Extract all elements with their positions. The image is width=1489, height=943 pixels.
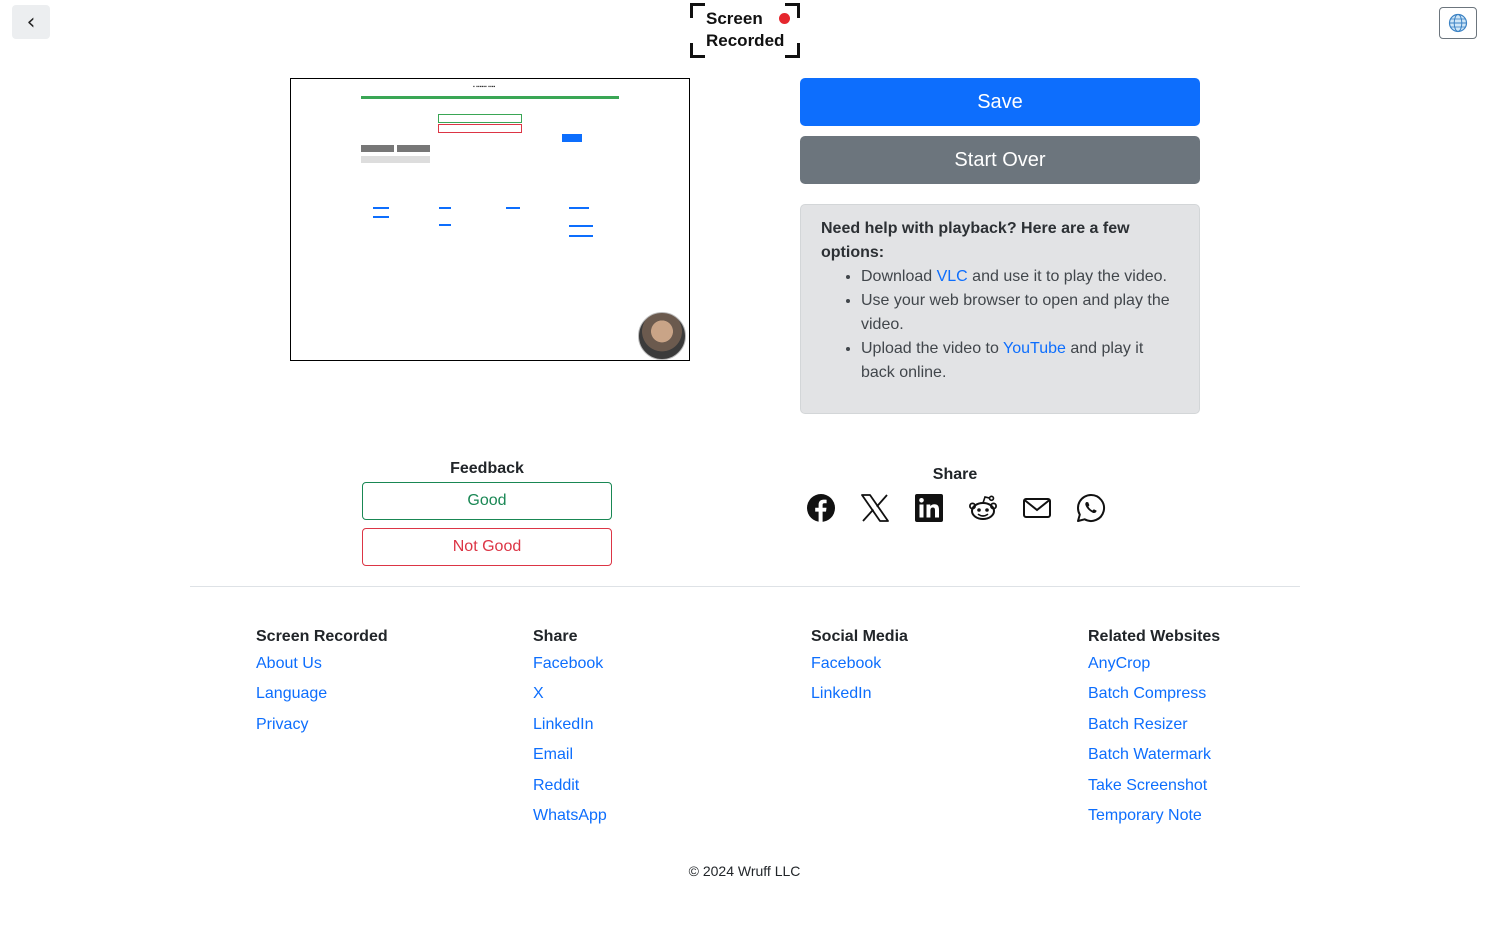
footer-column-social-media bbox=[811, 627, 908, 715]
logo bbox=[690, 3, 800, 58]
record-dot-icon bbox=[779, 13, 790, 24]
footer-link-social-facebook[interactable]: Facebook bbox=[811, 655, 882, 672]
good-feedback-button[interactable]: Good bbox=[362, 482, 612, 520]
email-share-link[interactable] bbox=[1021, 492, 1053, 524]
preview-save-box bbox=[562, 134, 582, 142]
preview-grey-block bbox=[361, 156, 430, 163]
globe-icon bbox=[1448, 13, 1468, 33]
footer-link-batch-watermark[interactable]: Batch Watermark bbox=[1088, 746, 1211, 764]
preview-link-mark bbox=[373, 216, 389, 218]
footer-link-social-linkedin[interactable]: LinkedIn bbox=[811, 685, 872, 703]
footer-link-share-email[interactable]: Email bbox=[533, 746, 574, 764]
reddit-icon bbox=[967, 492, 999, 524]
copyright: © 2024 Wruff LLC bbox=[688, 863, 801, 879]
preview-link-mark bbox=[569, 225, 593, 227]
footer-link-share-linkedin[interactable]: LinkedIn bbox=[533, 715, 594, 733]
preview-bad-box bbox=[438, 124, 522, 133]
preview-grey-block bbox=[397, 145, 430, 152]
feedback-title: Feedback bbox=[450, 460, 524, 477]
start-over-button[interactable]: Start Over bbox=[800, 136, 1200, 184]
footer-heading: Screen Recorded bbox=[256, 628, 388, 645]
footer-link-share-reddit[interactable]: Reddit bbox=[533, 776, 580, 794]
help-item-vlc: • Download VLC and use it to play the video. bbox=[861, 265, 1179, 289]
footer-link-share-x[interactable]: X bbox=[533, 685, 544, 703]
footer-link-about-us[interactable]: About Us bbox=[256, 655, 322, 672]
preview-grey-block bbox=[361, 145, 394, 152]
preview-good-box bbox=[438, 114, 522, 123]
not-good-feedback-button[interactable]: Not Good bbox=[362, 528, 612, 566]
footer-link-temporary-note[interactable]: Temporary Note bbox=[1088, 806, 1202, 824]
back-button[interactable]: ‹ bbox=[12, 5, 50, 39]
webcam-avatar bbox=[638, 312, 686, 360]
footer-column-screen-recorded bbox=[256, 627, 388, 745]
linkedin-share-link[interactable] bbox=[913, 492, 945, 524]
footer-link-share-facebook[interactable]: Facebook bbox=[533, 655, 604, 672]
playback-help-box bbox=[800, 204, 1200, 414]
preview-title-mark: ▪ ▪▪▪▪▪▪ ▪▪▪▪ bbox=[473, 84, 496, 90]
whatsapp-share-link[interactable] bbox=[1075, 492, 1107, 524]
save-button[interactable]: Save bbox=[800, 78, 1200, 126]
footer-link-privacy[interactable]: Privacy bbox=[256, 715, 309, 733]
footer-heading: Share bbox=[533, 628, 578, 645]
footer-link-share-whatsapp[interactable]: WhatsApp bbox=[533, 806, 607, 824]
footer-column-related-websites bbox=[1088, 627, 1220, 836]
x-icon bbox=[859, 492, 891, 524]
footer-link-batch-compress[interactable]: Batch Compress bbox=[1088, 685, 1207, 703]
video-preview[interactable] bbox=[290, 78, 690, 361]
help-list bbox=[821, 265, 1179, 385]
facebook-share-link[interactable] bbox=[805, 492, 837, 524]
linkedin-icon bbox=[913, 492, 945, 524]
footer-column-share bbox=[533, 627, 607, 836]
help-item-browser: • Use your web browser to open and play the video. bbox=[861, 289, 1179, 337]
preview-link-mark bbox=[569, 207, 589, 209]
x-share-link[interactable] bbox=[859, 492, 891, 524]
footer-link-language[interactable]: Language bbox=[256, 685, 328, 703]
help-item-youtube: • Upload the video to YouTube and play it back online. bbox=[861, 337, 1179, 385]
footer-heading: Social Media bbox=[811, 628, 908, 645]
reddit-share-link[interactable] bbox=[967, 492, 999, 524]
vlc-link[interactable]: VLC bbox=[936, 268, 968, 285]
footer-link-batch-resizer[interactable]: Batch Resizer bbox=[1088, 715, 1188, 733]
logo-text-line1: Screen bbox=[706, 9, 763, 28]
footer-heading: Related Websites bbox=[1088, 628, 1221, 645]
preview-link-mark bbox=[506, 207, 520, 209]
whatsapp-icon bbox=[1075, 492, 1107, 524]
share-title: Share bbox=[932, 466, 978, 483]
preview-link-mark bbox=[373, 207, 389, 209]
footer-link-take-screenshot[interactable]: Take Screenshot bbox=[1088, 776, 1208, 794]
preview-progress-bar bbox=[361, 96, 619, 99]
email-icon bbox=[1021, 492, 1053, 524]
preview-link-mark bbox=[439, 207, 451, 209]
facebook-icon bbox=[805, 492, 837, 524]
logo-text-line2: Recorded bbox=[706, 31, 785, 50]
preview-link-mark bbox=[439, 224, 451, 226]
language-button[interactable] bbox=[1439, 7, 1477, 39]
footer-link-anycrop[interactable]: AnyCrop bbox=[1088, 655, 1151, 672]
preview-link-mark bbox=[569, 235, 593, 237]
help-heading: Need help with playback? Here are a few options: bbox=[821, 220, 1130, 261]
youtube-link[interactable]: YouTube bbox=[1003, 340, 1066, 357]
section-divider bbox=[190, 586, 1300, 587]
